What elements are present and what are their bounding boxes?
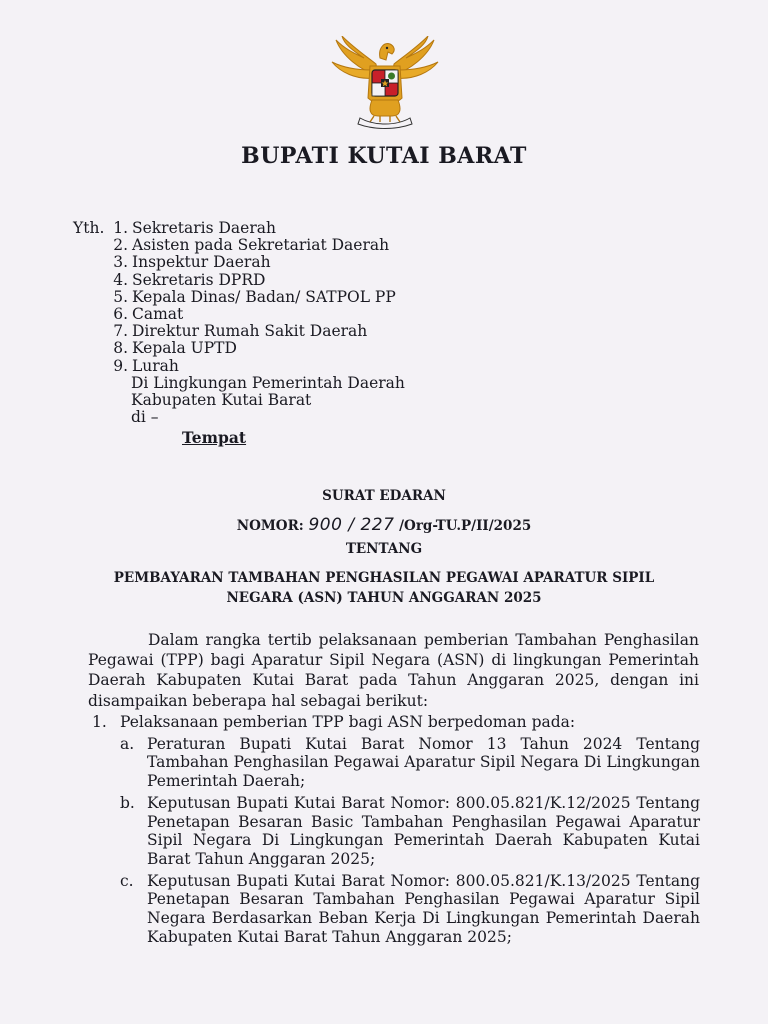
- recipient-item: 6. Camat: [113, 305, 184, 324]
- letter-type: SURAT EDARAN: [322, 488, 446, 504]
- numbered-list: [92, 713, 700, 949]
- letter-number: NOMOR: 900 / 227 /Org-TU.P/II/2025: [236, 515, 532, 535]
- recipient-item: 2. Asisten pada Sekretariat Daerah: [113, 236, 390, 255]
- recipient-item: 7. Direktur Rumah Sakit Daerah: [113, 322, 368, 341]
- list-item: 1. Pelaksanaan pemberian TPP bagi ASN berpedoman pada:: [92, 713, 576, 731]
- recipient-item: 3. Inspektur Daerah: [113, 253, 271, 272]
- recipient-item: 4. Sekretaris DPRD: [113, 270, 266, 289]
- recipient-item: Yth. 1. Sekretaris Daerah: [73, 219, 276, 237]
- recipient-item: 9. Lurah: [113, 356, 179, 375]
- garuda-emblem-icon: [330, 36, 440, 130]
- recipient-block: [73, 220, 405, 447]
- tentang-label: TENTANG: [345, 541, 423, 557]
- sub-list: [120, 735, 700, 947]
- letter-subject: PEMBAYARAN TAMBAHAN PENGHASILAN PEGAWAI APARATUR SIPIL NEGARA (ASN) TAHUN ANGGARAN 2025: [113, 570, 655, 606]
- address-line: Di Lingkungan Pemerintah Daerah: [131, 373, 405, 392]
- sub-list-item: a. Peraturan Bupati Kutai Barat Nomor 13 Tahun 2024 Tentang Tambahan Penghasilan Pegawai Aparatur Sipil Negara Di Lingkungan Pemerintah Daerah;: [120, 734, 700, 791]
- page-title: BUPATI KUTAI BARAT: [241, 143, 527, 169]
- recipient-item: 8. Kepala UPTD: [113, 339, 237, 358]
- recipient-item: 5. Kepala Dinas/ Badan/ SATPOL PP: [113, 287, 396, 306]
- address-line: Kabupaten Kutai Barat: [131, 391, 312, 410]
- tempat-label: Tempat: [182, 428, 247, 448]
- intro-paragraph: Dalam rangka tertib pelaksanaan pemberian Tambahan Penghasilan Pegawai (TPP) bagi Aparatur Sipil Negara (ASN) di lingkungan Pemerintah Daerah Kabupaten Kutai Barat pada Tahun Anggaran 2025, dengan ini disampaikan beberapa hal sebagai berikut:: [88, 631, 699, 710]
- sub-list-item: b. Keputusan Bupati Kutai Barat Nomor: 800.05.821/K.12/2025 Tentang Penetapan Besaran Basic Tambahan Penghasilan Pegawai Aparatur Sipil Negara Di Lingkungan Pemerintah Daerah Kabupaten Kutai Barat Tahun Anggaran 2025;: [120, 793, 700, 868]
- address-line: di –: [131, 408, 159, 427]
- sub-list-item: c. Keputusan Bupati Kutai Barat Nomor: 800.05.821/K.13/2025 Tentang Penetapan Besaran Tambahan Penghasilan Pegawai Aparatur Sipil Negara Berdasarkan Beban Kerja Di Lingkungan Pemerintah Daerah Kabupaten Kutai Barat Tahun Anggaran 2025;: [120, 871, 700, 946]
- handwritten-number: 900 / 227: [308, 515, 395, 535]
- yth-label: Yth.: [73, 219, 105, 237]
